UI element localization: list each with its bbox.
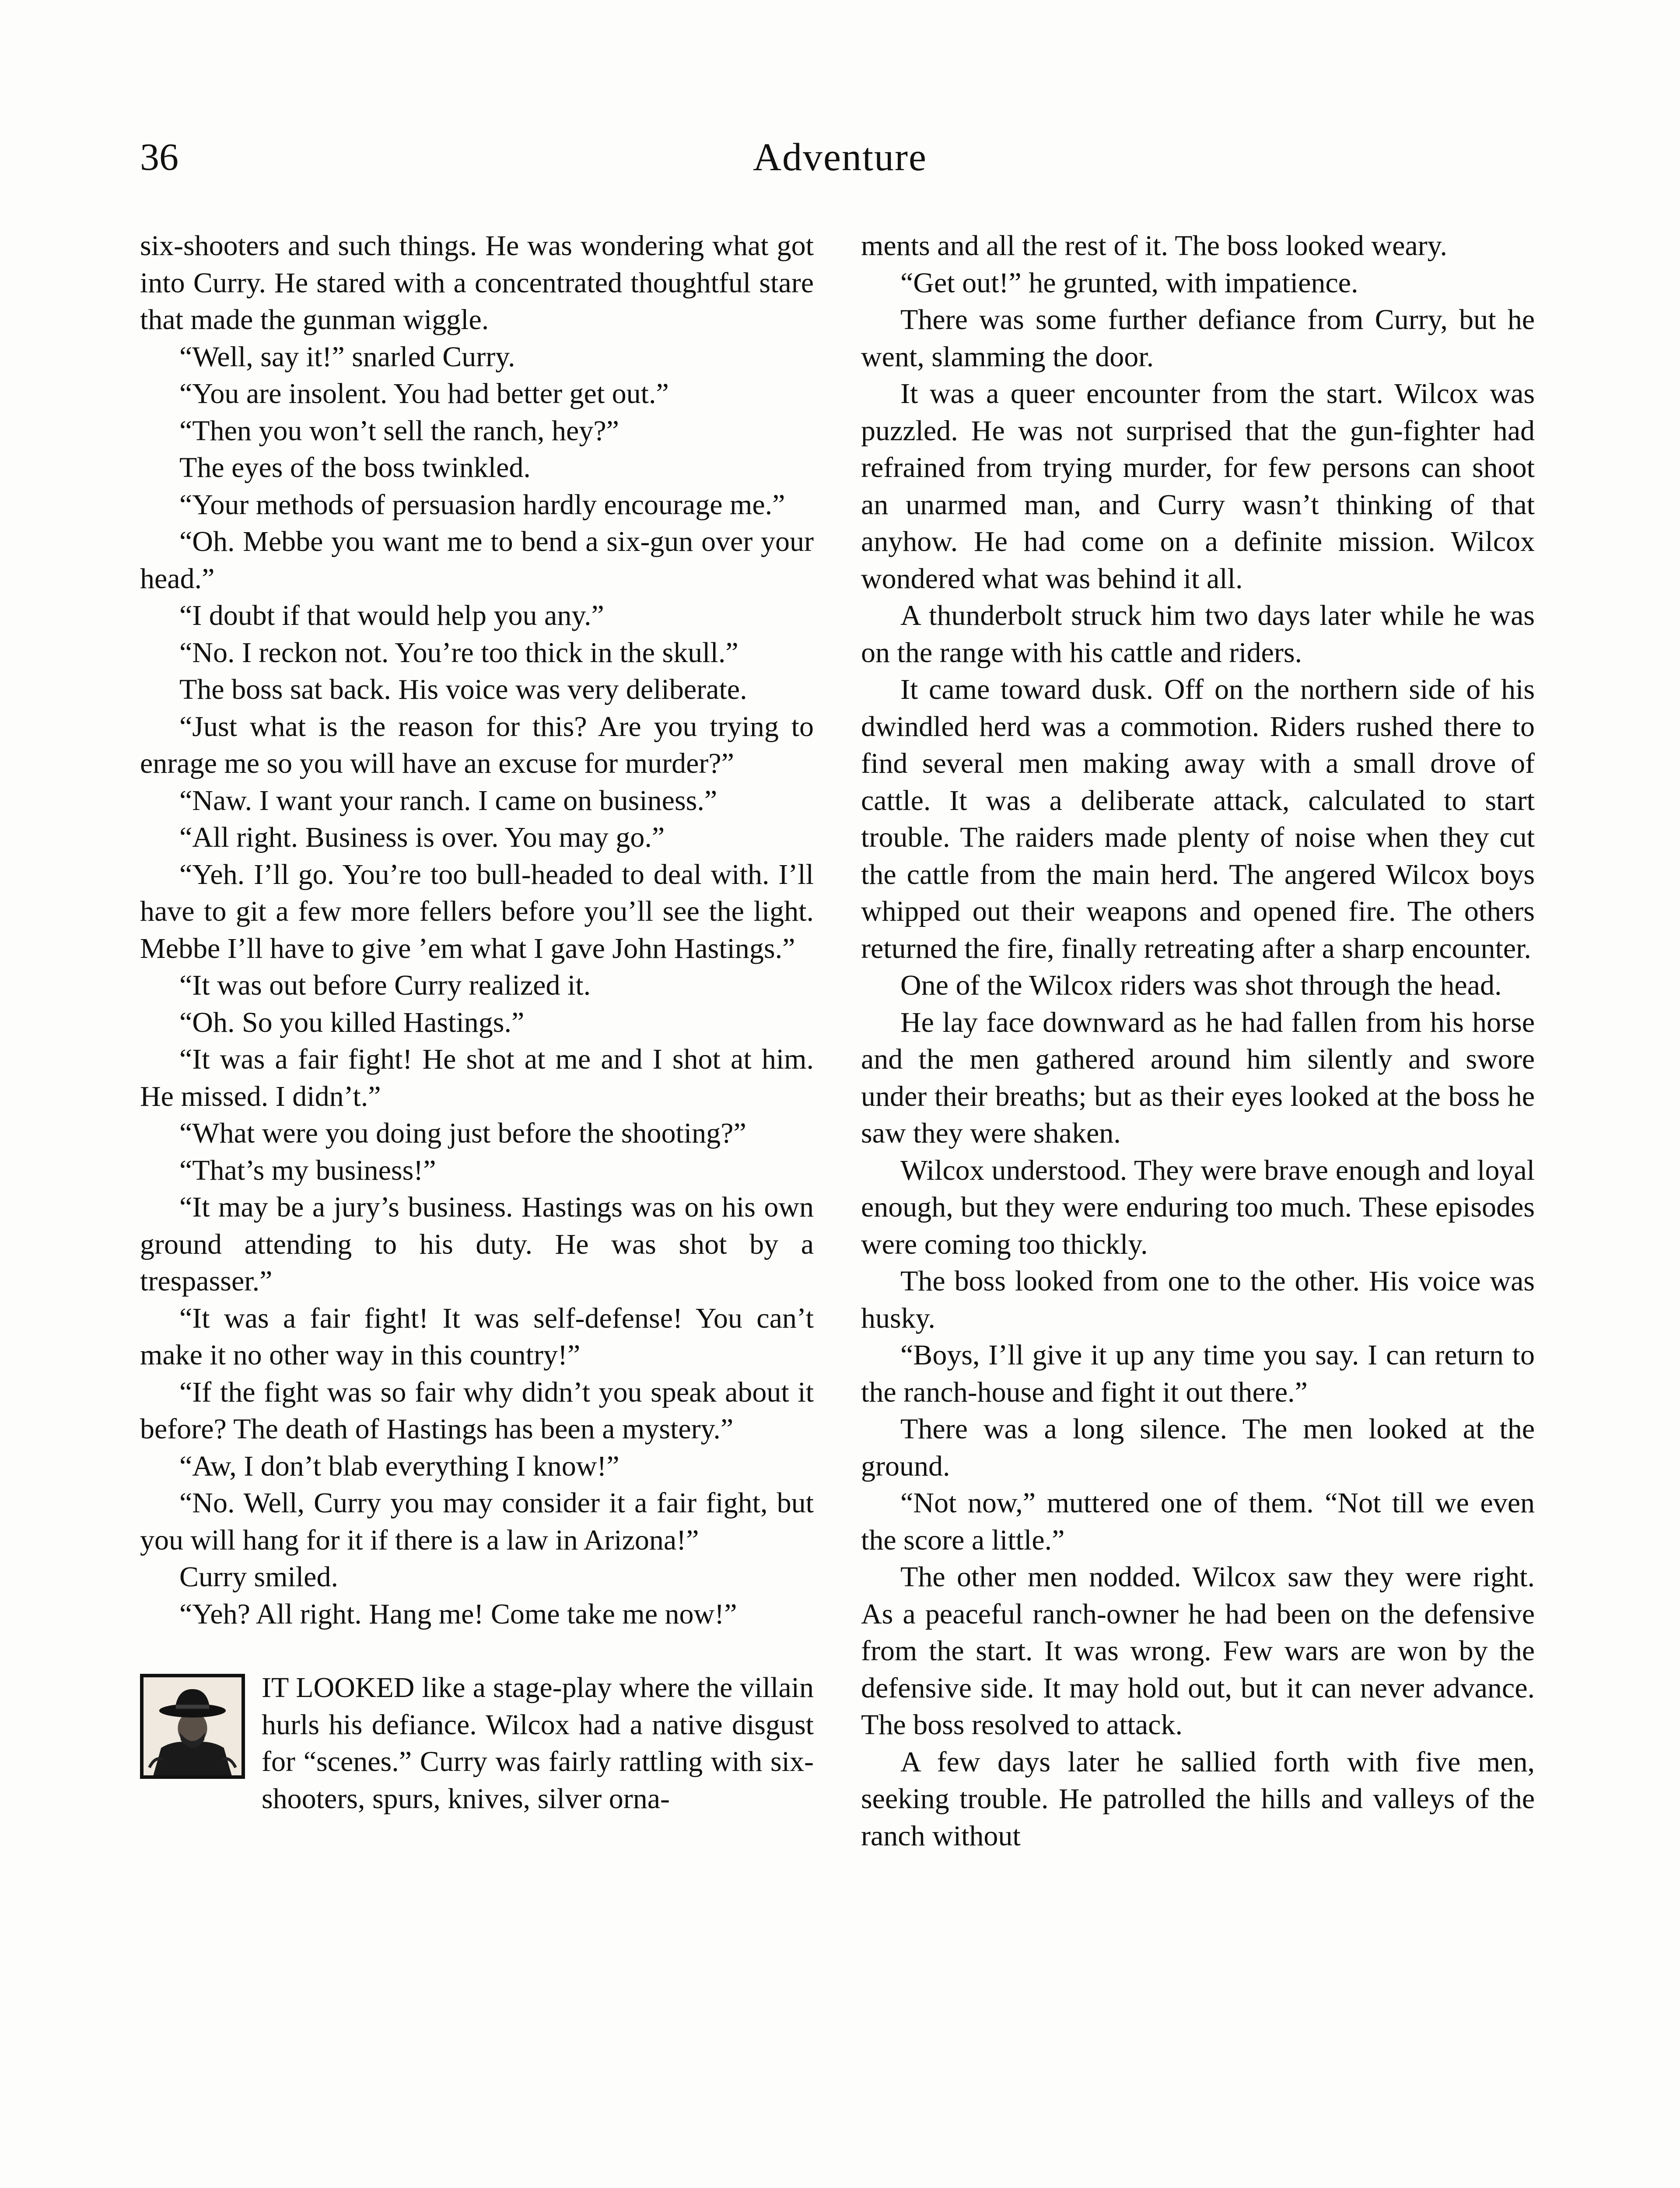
paragraph: “Oh. So you killed Hastings.” xyxy=(179,1006,525,1038)
right-column xyxy=(861,228,1535,1855)
paragraph: “It was out before Curry realized it. xyxy=(179,969,591,1001)
paragraph: “Yeh. I’ll go. You’re too bull-headed to deal with. I’ll have to git a few more fellers before you’ll see the light. Mebbe I’ll have to give ’em what I gave John Hastings.” xyxy=(140,858,814,964)
paragraph: “Aw, I don’t blab everything I know!” xyxy=(179,1450,620,1482)
page-header xyxy=(140,131,1540,184)
paragraph: “Yeh? All right. Hang me! Come take me now!” xyxy=(179,1598,737,1630)
cowboy-portrait-icon xyxy=(140,1674,245,1779)
paragraph: “That’s my business!” xyxy=(179,1154,436,1186)
left-column xyxy=(140,228,814,1817)
paragraph: “No. Well, Curry you may consider it a fair fight, but you will hang for it if there is a law in Arizona!” xyxy=(140,1487,814,1556)
paragraph: It came toward dusk. Off on the northern side of his dwindled herd was a commotion. Riders rushed there to find several men making away with a small drove of cattle. It was a deliberate attack, calculated to start trouble. The raiders made plenty of noise when they cut the cattle from the main herd. The angered Wilcox boys whipped out their weapons and opened fire. The others returned the fire, finally retreating after a sharp encounter. xyxy=(861,673,1535,964)
paragraph: There was a long silence. The men looked at the ground. xyxy=(861,1413,1535,1482)
paragraph: There was some further defiance from Curry, but he went, slamming the door. xyxy=(861,304,1535,373)
paragraph: Curry smiled. xyxy=(179,1561,338,1593)
paragraph: “Well, say it!” snarled Curry. xyxy=(179,340,515,373)
paragraph: “Naw. I want your ranch. I came on business.” xyxy=(179,784,718,817)
paragraph: ments and all the rest of it. The boss looked weary. xyxy=(861,230,1447,262)
paragraph: “Then you won’t sell the ranch, hey?” xyxy=(179,414,619,447)
paragraph: “I doubt if that would help you any.” xyxy=(179,600,604,631)
paragraph: “No. I reckon not. You’re too thick in the skull.” xyxy=(179,636,738,669)
paragraph: The eyes of the boss twinkled. xyxy=(179,452,531,484)
paragraph: six-shooters and such things. He was wondering what got into Curry. He stared with a concentrated thoughtful stare that made the gunman wiggle. xyxy=(140,230,814,336)
paragraph: A thunderbolt struck him two days later while he was on the range with his cattle and riders. xyxy=(861,600,1535,669)
paragraph: “It was a fair fight! He shot at me and I shot at him. He missed. I didn’t.” xyxy=(140,1043,814,1112)
paragraph: “It may be a jury’s business. Hastings was on his own ground attending to his duty. He was shot by a trespasser.” xyxy=(140,1191,814,1297)
paragraph: The other men nodded. Wilcox saw they were right. As a peaceful ranch-owner he had been on the defensive from the start. It was wrong. Few wars are won by the defensive side. It may hold out, but it can never advance. The boss resolved to attack. xyxy=(861,1561,1535,1741)
paragraph: “Your methods of persuasion hardly encourage me.” xyxy=(179,488,785,521)
paragraph: He lay face downward as he had fallen from his horse and the men gathered around him silently and swore under their breaths; but as their eyes looked at the boss he saw they were shaken. xyxy=(861,1006,1535,1149)
paragraph: “Oh. Mebbe you want me to bend a six-gun over your head.” xyxy=(140,526,814,595)
paragraph: The boss sat back. His voice was very deliberate. xyxy=(179,673,747,705)
paragraph: “Get out!” he grunted, with impatience. xyxy=(900,266,1358,299)
running-head: Adventure xyxy=(753,136,927,179)
paragraph: “It was a fair fight! It was self-defense! You can’t make it no other way in this country!” xyxy=(140,1302,814,1371)
paragraph: Wilcox understood. They were brave enough and loyal enough, but they were enduring too much. These episodes were coming too thickly. xyxy=(861,1154,1535,1260)
section-opening xyxy=(140,1669,814,1817)
paragraph: “All right. Business is over. You may go.” xyxy=(179,821,665,853)
paragraph: A few days later he sallied forth with five men, seeking trouble. He patrolled the hills and valleys of the ranch without xyxy=(861,1746,1535,1852)
paragraph: One of the Wilcox riders was shot through the head. xyxy=(900,969,1502,1001)
paragraph: “You are insolent. You had better get out.” xyxy=(179,378,669,410)
lead-in: IT LOOKED xyxy=(262,1672,415,1704)
section-text: like a stage-play where the villain hurls his defiance. Wilcox had a native disgust for “scenes.” Curry was fairly rattling with six-shooters, spurs, knives, silver orna- xyxy=(262,1672,814,1815)
paragraph: “Not now,” muttered one of them. “Not till we even the score a little.” xyxy=(861,1487,1535,1556)
paragraph: “What were you doing just before the shooting?” xyxy=(179,1117,746,1149)
paragraph: The boss looked from one to the other. His voice was husky. xyxy=(861,1265,1535,1334)
page-number: 36 xyxy=(140,136,178,179)
paragraph: “If the fight was so fair why didn’t you speak about it before? The death of Hastings has been a mystery.” xyxy=(140,1376,814,1445)
paragraph: “Just what is the reason for this? Are you trying to enrage me so you will have an excuse for murder?” xyxy=(140,710,814,779)
paragraph: It was a queer encounter from the start. Wilcox was puzzled. He was not surprised that the gun-fighter had refrained from trying murder, for few persons can shoot an unarmed man, and Curry wasn’t thinking of that anyhow. He had come on a definite mission. Wilcox wondered what was behind it all. xyxy=(861,378,1535,595)
paragraph: “Boys, I’ll give it up any time you say. I can return to the ranch-house and fight it out there.” xyxy=(861,1339,1535,1408)
